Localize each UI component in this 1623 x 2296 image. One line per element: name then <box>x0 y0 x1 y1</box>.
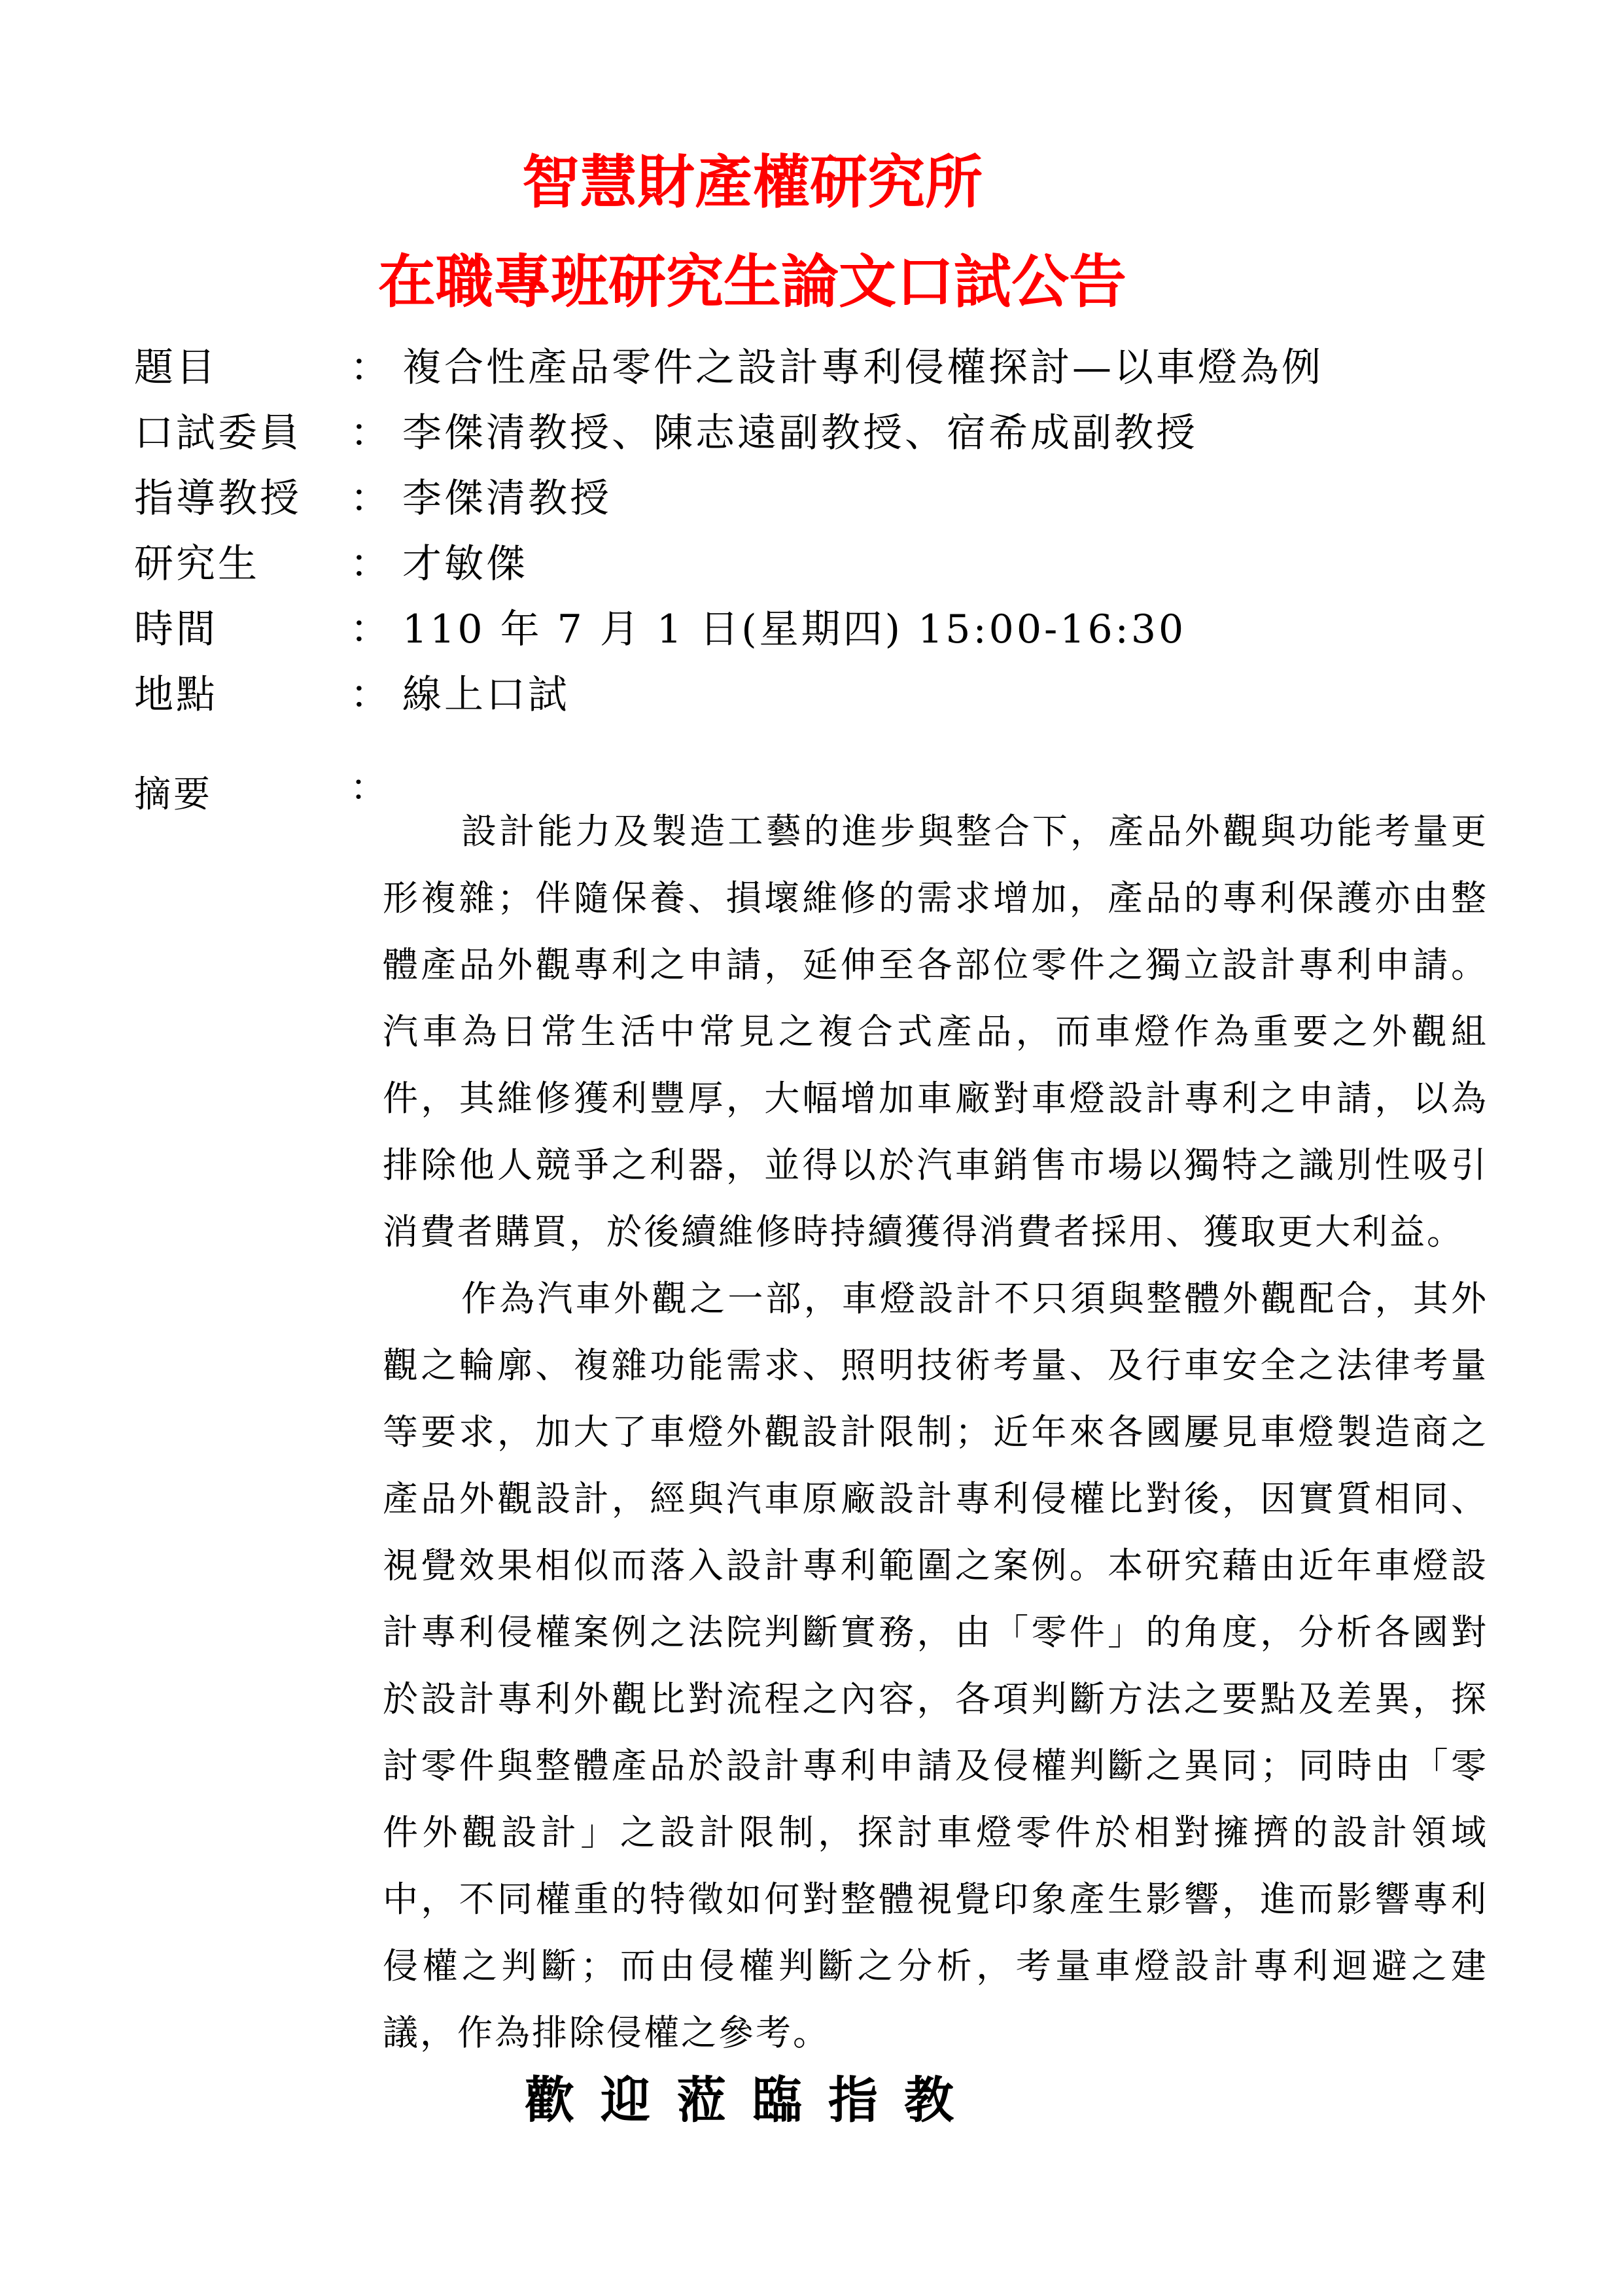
info-value: 複合性產品零件之設計專利侵權探討—以車燈為例 <box>402 345 1323 391</box>
info-label: 研究生 <box>134 541 260 587</box>
info-label: 指導教授 <box>134 476 302 521</box>
info-colon: ： <box>350 345 389 391</box>
abstract-colon: ： <box>350 767 387 809</box>
abstract-paragraph: 作為汽車外觀之一部，車燈設計不只須與整體外觀配合，其外觀之輪廓、複雜功能需求、照明技術考量、及行車安全之法律考量等要求，加大了車燈外觀設計限制；近年來各國屢見車燈製造商之產品外觀設計，經與汽車原廠設計專利侵權比對後，因實質相同、視覺效果相似而落入設計專利範圍之案例。本研究藉由近年車燈設計專利侵權案例之法院判斷實務，由「零件」的角度，分析各國對於設計專利外觀比對流程之內容，各項判斷方法之要點及差異，探討零件與整體產品於設計專利申請及侵權判斷之異同；同時由「零件外觀設計」之設計限制，探討車燈零件於相對擁擠的設計領域中，不同權重的特徵如何對整體視覺印象產生影響，進而影響專利侵權之判斷；而由侵權判斷之分析，考量車燈設計專利迴避之建議，作為排除侵權之參考。 <box>383 1278 1488 2053</box>
info-value: 李傑清教授、陳志遠副教授、宿希成副教授 <box>402 410 1198 456</box>
abstract-body <box>383 798 1488 2066</box>
abstract-label: 摘要 <box>134 773 213 816</box>
info-colon: ： <box>350 672 389 718</box>
abstract-paragraph: 設計能力及製造工藝的進步與整合下，產品外觀與功能考量更形複雜；伴隨保養、損壞維修的需求增加，產品的專利保護亦由整體產品外觀專利之申請，延伸至各部位零件之獨立設計專利申請。汽車為日常生活中常見之複合式產品，而車燈作為重要之外觀組件，其維修獲利豐厚，大幅增加車廠對車燈設計專利之申請，以為排除他人競爭之利器，並得以於汽車銷售市場以獨特之識別性吸引消費者購買，於後續維修時持續獲得消費者採用、獲取更大利益。 <box>383 811 1488 1252</box>
info-colon: ： <box>350 541 389 587</box>
institute-title: 智慧財產權研究所 <box>521 148 983 216</box>
info-colon: ： <box>350 410 389 456</box>
info-label: 題目 <box>134 345 218 391</box>
info-value: 李傑清教授 <box>402 476 612 521</box>
info-value: 線上口試 <box>402 672 570 718</box>
welcome-text: 歡迎蒞臨指教 <box>525 2071 980 2129</box>
info-value: 110 年 7 月 1 日(星期四) 15:00-16:30 <box>402 607 1187 652</box>
info-label: 口試委員 <box>134 410 302 456</box>
info-colon: ： <box>350 607 389 652</box>
info-value: 才敏傑 <box>402 541 528 587</box>
announcement-title: 在職專班研究生論文口試公告 <box>377 247 1126 315</box>
info-colon: ： <box>350 476 389 521</box>
info-label: 時間 <box>134 607 218 652</box>
info-label: 地點 <box>134 672 218 718</box>
